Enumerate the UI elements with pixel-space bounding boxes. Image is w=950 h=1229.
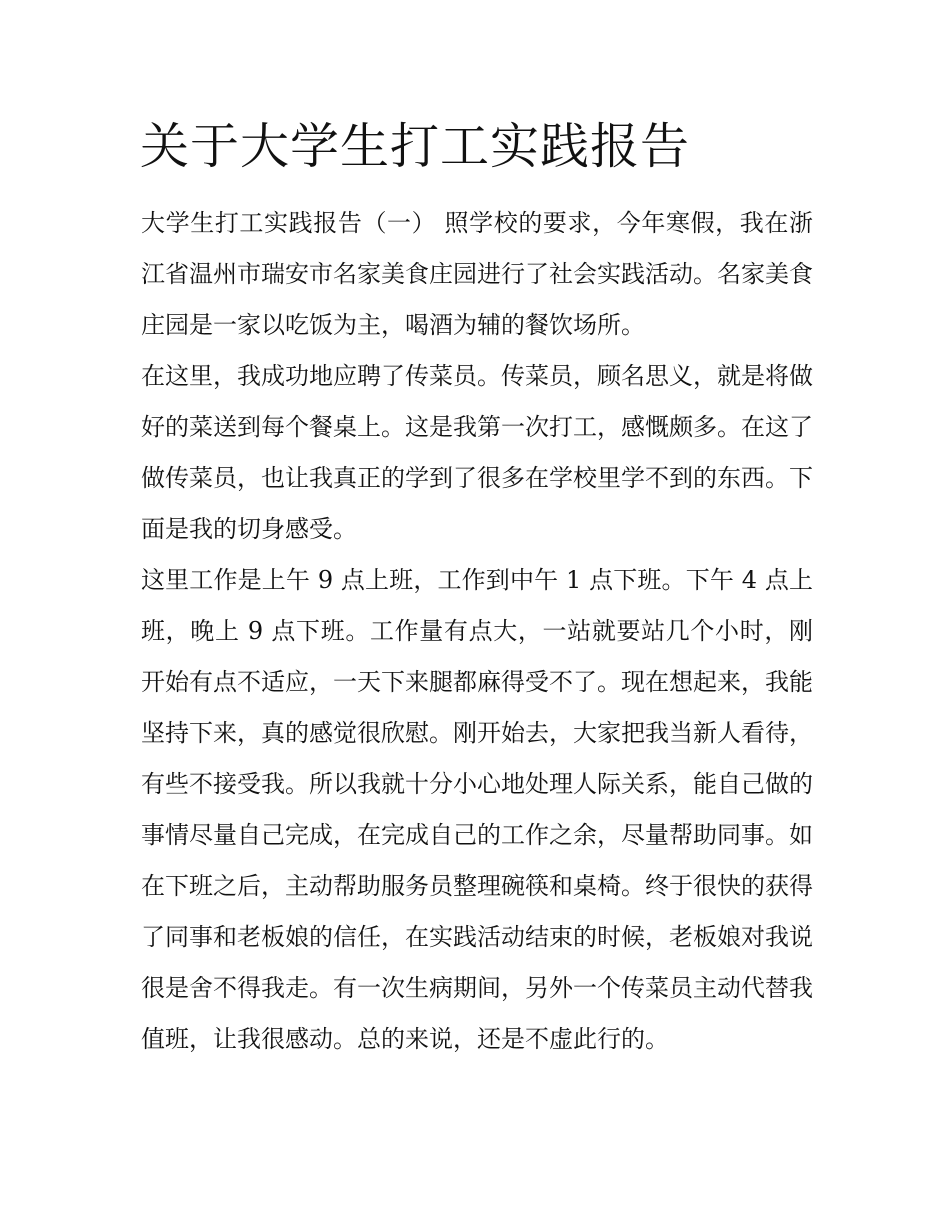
document-body	[141, 198, 813, 1065]
paragraph-intro: 大学生打工实践报告（一） 照学校的要求，今年寒假，我在浙江省温州市瑞安市名家美食庄园进行了社会实践活动。名家美食庄园是一家以吃饭为主，喝酒为辅的餐饮场所。	[141, 209, 813, 339]
paragraph-job: 在这里，我成功地应聘了传菜员。传菜员，顾名思义，就是将做好的菜送到每个餐桌上。这是我第一次打工，感慨颇多。在这了做传菜员，也让我真正的学到了很多在学校里学不到的东西。下面是我的切身感受。	[141, 362, 813, 543]
document-title: 关于大学生打工实践报告	[140, 118, 691, 175]
paragraph-experience: 这里工作是上午 9 点上班，工作到中午 1 点下班。下午 4 点上班，晚上 9 点下班。工作量有点大，一站就要站几个小时，刚开始有点不适应，一天下来腿都麻得受不了。现在想起来，我能坚持下来，真的感觉很欣慰。刚开始去，大家把我当新人看待，有些不接受我。所以我就十分小心地处理人际关系，能自己做的事情尽量自己完成，在完成自己的工作之余，尽量帮助同事。如在下班之后，主动帮助服务员整理碗筷和桌椅。终于很快的获得了同事和老板娘的信任，在实践活动结束的时候，老板娘对我说很是舍不得我走。有一次生病期间，另外一个传菜员主动代替我值班，让我很感动。总的来说，还是不虚此行的。	[141, 566, 813, 1053]
